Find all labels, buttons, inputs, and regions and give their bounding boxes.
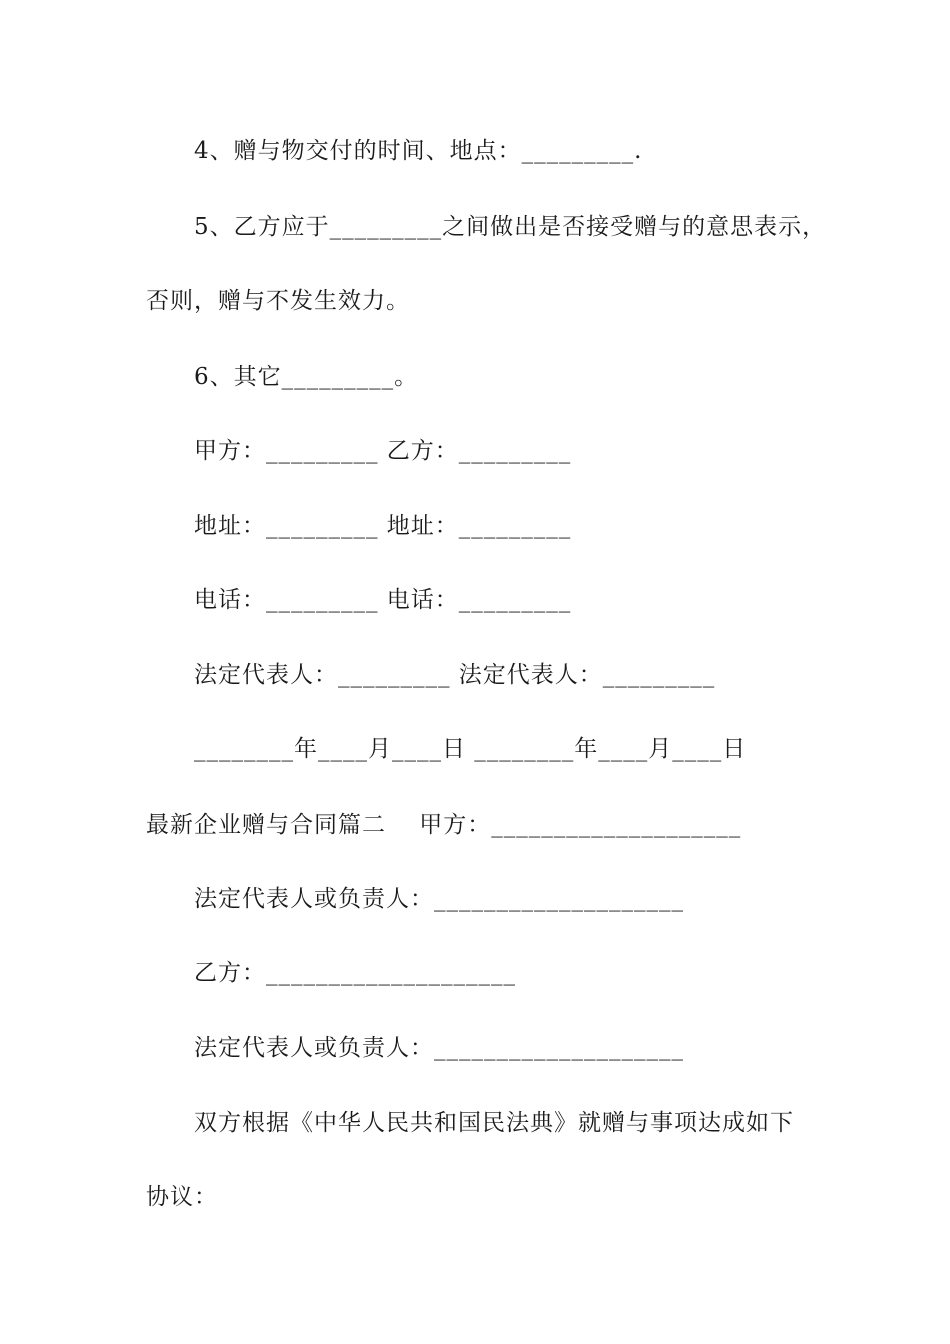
- clause-6-other: 6、其它_________。: [194, 364, 419, 390]
- agreement-preamble: 双方根据《中华人民共和国民法典》就赠与事项达成如下: [194, 1110, 794, 1136]
- party-names-line: 甲方：_________ 乙方：_________: [194, 438, 572, 464]
- clause-5-continuation: 否则，赠与不发生效力。: [146, 288, 410, 314]
- agreement-preamble-continuation: 协议：: [146, 1184, 218, 1210]
- clause-4-delivery: 4、赠与物交付的时间、地点：_________.: [194, 138, 643, 164]
- party-b-representative: 法定代表人或负责人：____________________: [194, 1035, 684, 1061]
- party-a-representative: 法定代表人或负责人：____________________: [194, 886, 684, 912]
- section-heading-party-a: 最新企业赠与合同篇二 甲方：____________________: [146, 812, 742, 838]
- party-b-line: 乙方：____________________: [194, 960, 516, 986]
- clause-5-acceptance: 5、乙方应于_________之间做出是否接受赠与的意思表示，: [194, 214, 827, 240]
- address-line: 地址：_________ 地址：_________: [194, 513, 572, 539]
- phone-line: 电话：_________ 电话：_________: [194, 587, 572, 613]
- date-line: ________年____月____日 ________年____月____日: [194, 736, 747, 762]
- legal-representative-line: 法定代表人：_________ 法定代表人：_________: [194, 662, 716, 688]
